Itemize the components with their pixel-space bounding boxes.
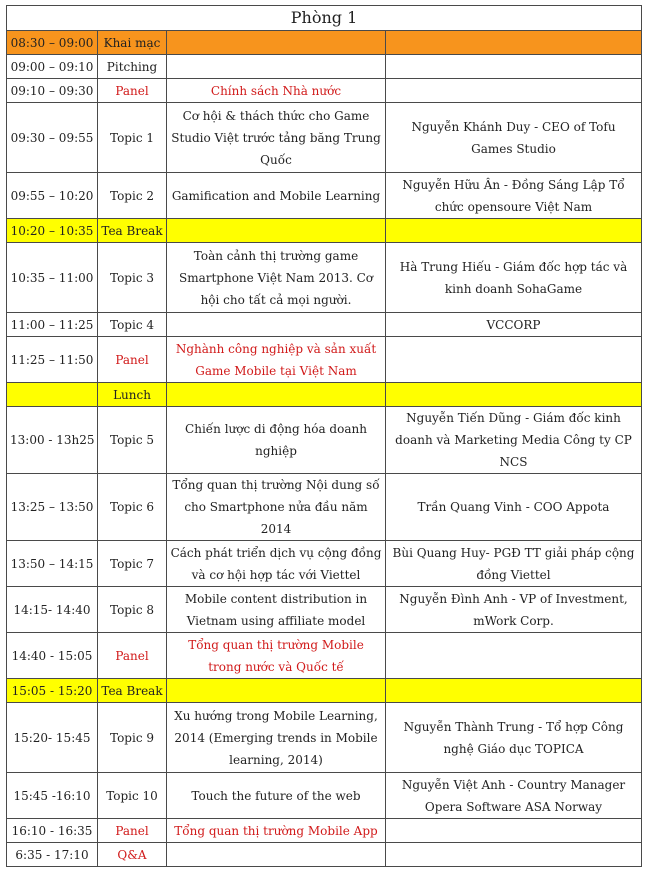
session-type-cell: Tea Break (98, 219, 167, 243)
schedule-row (7, 243, 642, 313)
speaker-cell: VCCORP (386, 313, 642, 337)
room-title: Phòng 1 (7, 6, 642, 31)
time-cell: 09:00 – 09:10 (7, 55, 98, 79)
schedule-row (7, 474, 642, 541)
schedule-row (7, 541, 642, 587)
topic-cell: Nghành công nghiệp và sản xuất Game Mobile tại Việt Nam (167, 337, 386, 383)
topic-cell: Touch the future of the web (167, 773, 386, 819)
schedule-row (7, 679, 642, 703)
speaker-cell: Nguyễn Đình Anh - VP of Investment, mWork Corp. (386, 587, 642, 633)
session-type-cell: Panel (98, 337, 167, 383)
speaker-cell: Nguyễn Tiến Dũng - Giám đốc kinh doanh và Marketing Media Công ty CP NCS (386, 407, 642, 474)
topic-cell (167, 679, 386, 703)
topic-cell: Chiến lược di động hóa doanh nghiệp (167, 407, 386, 474)
schedule-row (7, 773, 642, 819)
speaker-cell (386, 219, 642, 243)
time-cell: 16:10 - 16:35 (7, 819, 98, 843)
time-cell: 14:40 - 15:05 (7, 633, 98, 679)
session-type-cell: Tea Break (98, 679, 167, 703)
session-type-cell: Topic 8 (98, 587, 167, 633)
topic-cell: Tổng quan thị trường Mobile App (167, 819, 386, 843)
schedule-row (7, 219, 642, 243)
speaker-cell (386, 79, 642, 103)
time-cell: 09:10 – 09:30 (7, 79, 98, 103)
topic-cell (167, 313, 386, 337)
topic-cell (167, 843, 386, 867)
time-cell: 6:35 - 17:10 (7, 843, 98, 867)
schedule-row (7, 383, 642, 407)
topic-cell: Cơ hội & thách thức cho Game Studio Việt trước tảng băng Trung Quốc (167, 103, 386, 173)
schedule-row (7, 407, 642, 474)
time-cell: 15:20- 15:45 (7, 703, 98, 773)
session-type-cell: Khai mạc (98, 31, 167, 55)
time-cell: 08:30 – 09:00 (7, 31, 98, 55)
time-cell: 09:55 – 10:20 (7, 173, 98, 219)
time-cell: 15:45 -16:10 (7, 773, 98, 819)
session-type-cell: Q&A (98, 843, 167, 867)
topic-cell: Gamification and Mobile Learning (167, 173, 386, 219)
time-cell: 10:35 – 11:00 (7, 243, 98, 313)
speaker-cell (386, 819, 642, 843)
schedule-row (7, 79, 642, 103)
speaker-cell (386, 843, 642, 867)
topic-cell (167, 219, 386, 243)
schedule-row (7, 633, 642, 679)
topic-cell: Mobile content distribution in Vietnam using affiliate model (167, 587, 386, 633)
time-cell: 13:50 – 14:15 (7, 541, 98, 587)
topic-cell (167, 31, 386, 55)
session-type-cell: Lunch (98, 383, 167, 407)
time-cell: 10:20 – 10:35 (7, 219, 98, 243)
schedule-table (6, 5, 642, 867)
speaker-cell: Bùi Quang Huy- PGĐ TT giải pháp cộng đồng Viettel (386, 541, 642, 587)
schedule-body (7, 6, 642, 867)
time-cell (7, 383, 98, 407)
session-type-cell: Topic 2 (98, 173, 167, 219)
schedule-row (7, 173, 642, 219)
speaker-cell: Nguyễn Thành Trung - Tổ hợp Công nghệ Giáo dục TOPICA (386, 703, 642, 773)
topic-cell: Toàn cảnh thị trường game Smartphone Việt Nam 2013. Cơ hội cho tất cả mọi người. (167, 243, 386, 313)
speaker-cell: Trần Quang Vinh - COO Appota (386, 474, 642, 541)
session-type-cell: Panel (98, 79, 167, 103)
speaker-cell (386, 633, 642, 679)
schedule-row (7, 843, 642, 867)
schedule-row (7, 55, 642, 79)
schedule-row (7, 313, 642, 337)
topic-cell (167, 55, 386, 79)
time-cell: 13:00 - 13h25 (7, 407, 98, 474)
topic-cell (167, 383, 386, 407)
speaker-cell (386, 679, 642, 703)
session-type-cell: Topic 5 (98, 407, 167, 474)
schedule-row (7, 819, 642, 843)
schedule-row (7, 587, 642, 633)
topic-cell: Chính sách Nhà nước (167, 79, 386, 103)
title-row (7, 6, 642, 31)
topic-cell: Cách phát triển dịch vụ cộng đồng và cơ hội hợp tác với Viettel (167, 541, 386, 587)
time-cell: 11:25 – 11:50 (7, 337, 98, 383)
speaker-cell (386, 31, 642, 55)
schedule-row (7, 703, 642, 773)
schedule-row (7, 103, 642, 173)
speaker-cell: Nguyễn Khánh Duy - CEO of Tofu Games Studio (386, 103, 642, 173)
session-type-cell: Topic 9 (98, 703, 167, 773)
session-type-cell: Topic 1 (98, 103, 167, 173)
session-type-cell: Panel (98, 819, 167, 843)
schedule-row (7, 337, 642, 383)
speaker-cell: Nguyễn Việt Anh - Country Manager Opera Software ASA Norway (386, 773, 642, 819)
session-type-cell: Topic 10 (98, 773, 167, 819)
speaker-cell (386, 383, 642, 407)
topic-cell: Tổng quan thị trường Nội dung số cho Smartphone nửa đầu năm 2014 (167, 474, 386, 541)
time-cell: 13:25 – 13:50 (7, 474, 98, 541)
time-cell: 14:15- 14:40 (7, 587, 98, 633)
speaker-cell (386, 55, 642, 79)
time-cell: 09:30 – 09:55 (7, 103, 98, 173)
speaker-cell: Nguyễn Hữu Ân - Đồng Sáng Lập Tổ chức opensoure Việt Nam (386, 173, 642, 219)
topic-cell: Tổng quan thị trường Mobile trong nước và Quốc tế (167, 633, 386, 679)
speaker-cell: Hà Trung Hiếu - Giám đốc hợp tác và kinh doanh SohaGame (386, 243, 642, 313)
session-type-cell: Topic 3 (98, 243, 167, 313)
topic-cell: Xu hướng trong Mobile Learning, 2014 (Emerging trends in Mobile learning, 2014) (167, 703, 386, 773)
time-cell: 11:00 – 11:25 (7, 313, 98, 337)
session-type-cell: Pitching (98, 55, 167, 79)
session-type-cell: Panel (98, 633, 167, 679)
schedule-row (7, 31, 642, 55)
session-type-cell: Topic 6 (98, 474, 167, 541)
session-type-cell: Topic 7 (98, 541, 167, 587)
session-type-cell: Topic 4 (98, 313, 167, 337)
time-cell: 15:05 - 15:20 (7, 679, 98, 703)
speaker-cell (386, 337, 642, 383)
